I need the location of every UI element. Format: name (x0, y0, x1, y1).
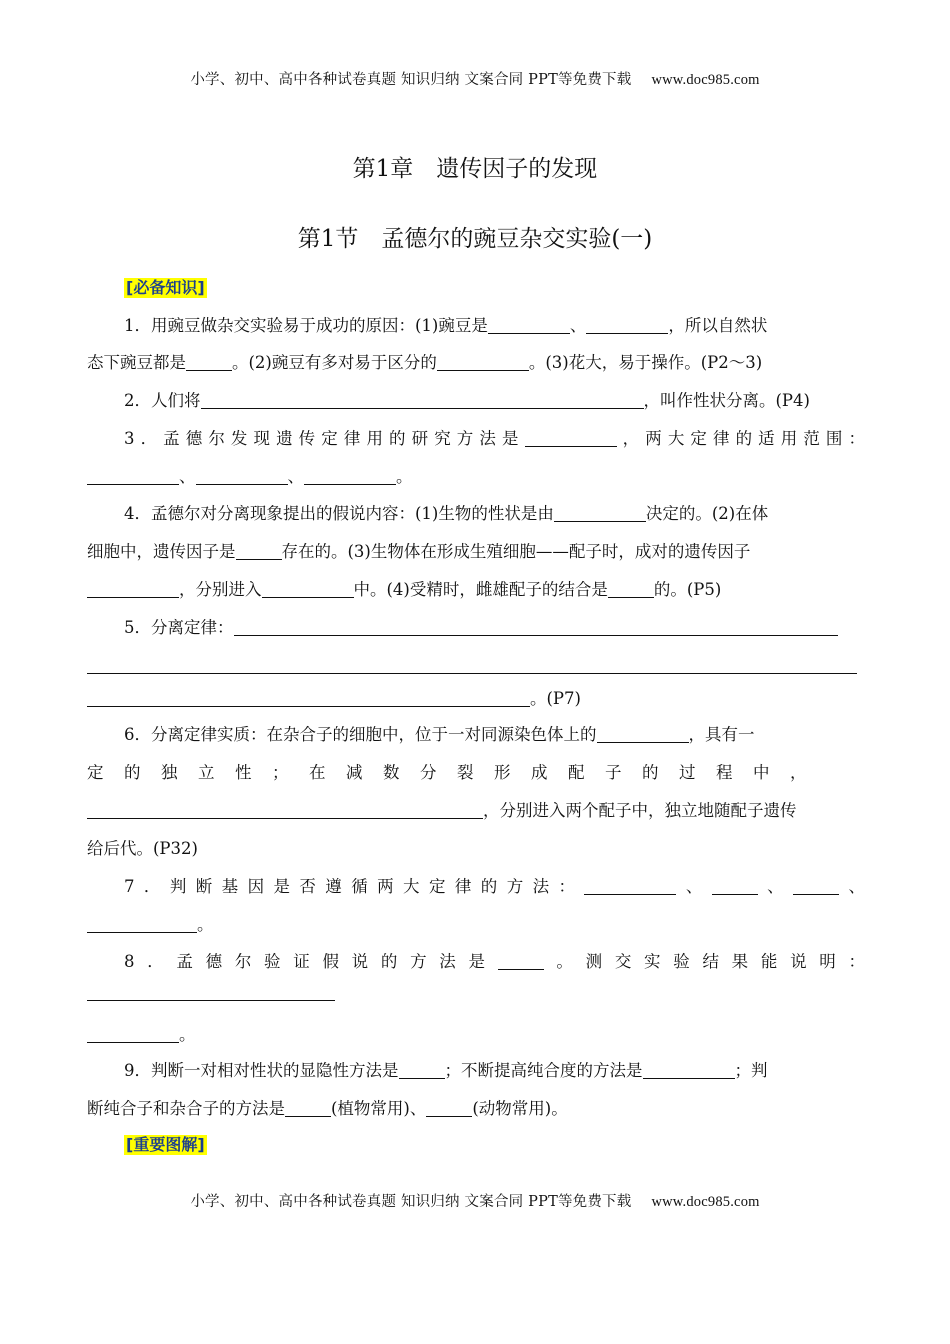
q1-line1: 1．用豌豆做杂交实验易于成功的原因：(1)豌豆是 、 ，所以自然状 (124, 316, 768, 335)
q8-blank[interactable] (87, 982, 335, 1001)
q9-blank[interactable] (399, 1060, 445, 1079)
q4-line3: ，分别进入 中。(4)受精时，雌雄配子的结合是 的。(P5) (87, 578, 865, 602)
q4-blank[interactable] (554, 503, 646, 522)
q1-line2: 态下豌豆都是 。(2)豌豆有多对易于区分的 。(3)花大，易于操作。(P2～3) (87, 353, 763, 372)
header-text: 小学、初中、高中各种试卷真题 知识归纳 文案合同 PPT等免费下载 (190, 72, 632, 88)
q6-line2: 定的独立性；在减数分裂形成配子的过程中， (87, 763, 827, 782)
header-url[interactable]: www.doc985.com (651, 72, 760, 88)
q9-blank[interactable] (643, 1060, 735, 1079)
q3-line2: 、 、 。 (87, 465, 865, 489)
q6-blank[interactable] (597, 724, 689, 743)
q6-blank[interactable] (87, 800, 483, 819)
footer-text: 小学、初中、高中各种试卷真题 知识归纳 文案合同 PPT等免费下载 (190, 1194, 632, 1210)
q7-blank[interactable] (87, 914, 197, 933)
q3-blank[interactable] (196, 466, 288, 485)
chapter-title: 第1章 遗传因子的发现 (352, 156, 598, 182)
q7-line2: 。 (87, 913, 865, 937)
q7-line1: 7．判断基因是否遵循两大定律的方法： 、 、 、 (124, 877, 865, 896)
required-knowledge-tag: [必备知识] (126, 278, 205, 297)
q8-line2 (87, 981, 865, 1005)
q8-line3: 。 (87, 1023, 865, 1047)
q8-blank[interactable] (87, 1024, 179, 1043)
q3-blank[interactable] (525, 428, 617, 447)
q4-line2: 细胞中，遗传因子是 存在的。(3)生物体在形成生殖细胞——配子时，成对的遗传因子 (87, 542, 751, 561)
q7-blank[interactable] (712, 876, 758, 895)
q4-line1: 4．孟德尔对分离现象提出的假说内容：(1)生物的性状是由 决定的。(2)在体 (124, 504, 769, 523)
q9-blank[interactable] (285, 1098, 331, 1117)
q4-blank[interactable] (262, 579, 354, 598)
q5-blank[interactable] (87, 688, 530, 707)
q7-blank[interactable] (584, 876, 676, 895)
q5-blank[interactable] (87, 655, 857, 674)
q6-line1: 6．分离定律实质：在杂合子的细胞中，位于一对同源染色体上的 ，具有一 (124, 725, 755, 744)
q5-line1: 5．分离定律： (87, 616, 865, 640)
q9-line1: 9．判断一对相对性状的显隐性方法是 ；不断提高纯合度的方法是 ；判 (124, 1061, 768, 1080)
q7-blank[interactable] (793, 876, 839, 895)
q1-blank[interactable] (437, 352, 529, 371)
q4-blank[interactable] (236, 541, 282, 560)
q4-blank[interactable] (87, 579, 179, 598)
q1-blank[interactable] (586, 315, 668, 334)
q8-line1: 8．孟德尔验证假说的方法是 。测交实验结果能说明： (124, 952, 865, 971)
footer-url[interactable]: www.doc985.com (651, 1194, 760, 1210)
q4-blank[interactable] (608, 579, 654, 598)
q3-line1: 3．孟德尔发现遗传定律用的研究方法是 ，两大定律的适用范围： (124, 429, 865, 448)
page-footer (0, 1190, 950, 1211)
q5-line2 (87, 654, 865, 678)
q9-line2: 断纯合子和杂合子的方法是 (植物常用)、 (动物常用)。 (87, 1099, 568, 1118)
q2-blank[interactable] (201, 390, 644, 409)
q5-line3: 。(P7) (87, 687, 865, 711)
q5-blank[interactable] (234, 617, 838, 636)
q1-blank[interactable] (488, 315, 570, 334)
q3-blank[interactable] (304, 466, 396, 485)
page-header (0, 68, 950, 89)
q6-line4: 给后代。(P32) (87, 839, 198, 858)
key-diagram-tag: [重要图解] (126, 1135, 205, 1154)
section-title: 第1节 孟德尔的豌豆杂交实验(一) (297, 226, 653, 252)
q1-blank[interactable] (186, 352, 232, 371)
q3-blank[interactable] (87, 466, 179, 485)
q8-blank[interactable] (498, 951, 544, 970)
q2-line: 2．人们将 ，叫作性状分离。(P4) (124, 391, 810, 410)
q9-blank[interactable] (426, 1098, 472, 1117)
q6-line3: ，分别进入两个配子中，独立地随配子遗传 (87, 799, 865, 823)
